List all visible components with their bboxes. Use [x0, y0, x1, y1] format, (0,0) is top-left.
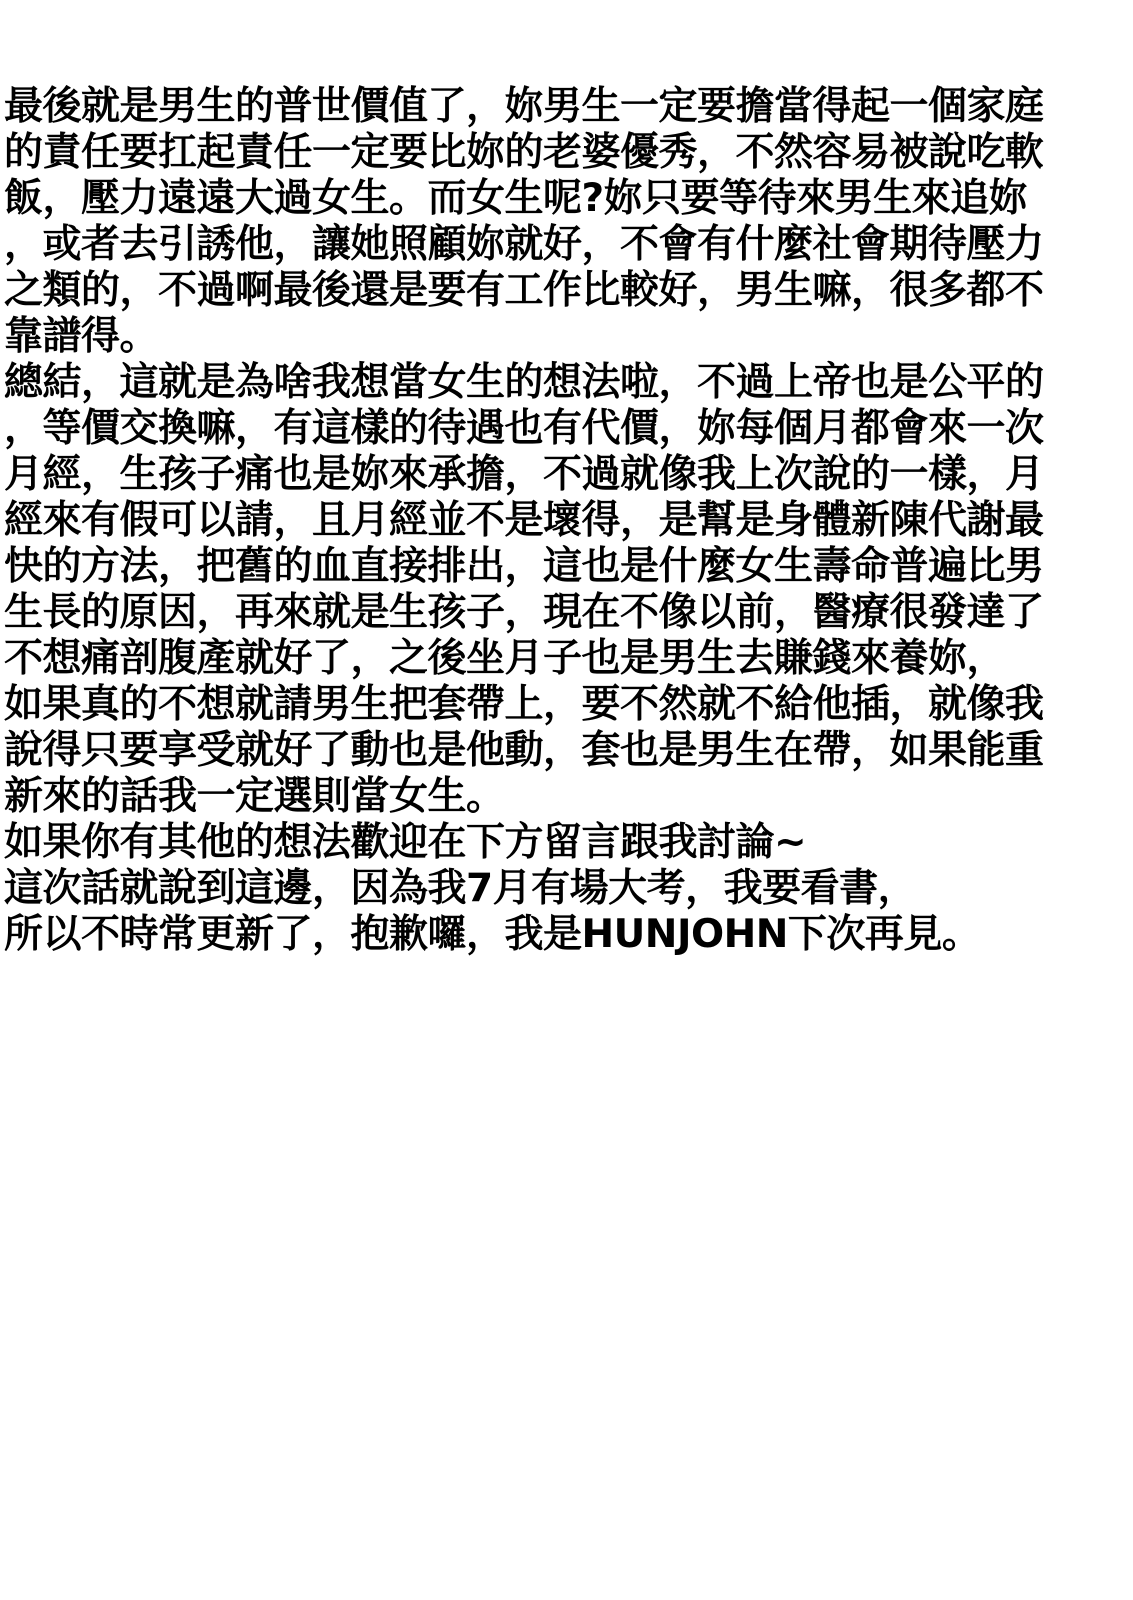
- text-line: 這次話就說到這邊，因為我7月有場大考，我要看書，: [4, 866, 917, 911]
- text-line: 如果你有其他的想法歡迎在下方留言跟我討論~: [4, 820, 807, 865]
- text-line: 所以不時常更新了，抱歉囉，我是HUNJOHN下次再見。: [4, 912, 981, 957]
- text-line: 說得只要享受就好了動也是他動，套也是男生在帶，如果能重: [4, 728, 1044, 773]
- text-line: 如果真的不想就請男生把套帶上，要不然就不給他插，就像我: [4, 682, 1044, 727]
- text-line: 生長的原因，再來就是生孩子，現在不像以前，醫療很發達了: [4, 590, 1044, 635]
- text-line: 月經，生孩子痛也是妳來承擔，不過就像我上次說的一樣，月: [4, 452, 1044, 497]
- text-line: 總結，這就是為啥我想當女生的想法啦，不過上帝也是公平的: [4, 360, 1044, 405]
- text-line: 最後就是男生的普世價值了，妳男生一定要擔當得起一個家庭: [4, 84, 1044, 129]
- text-line: 飯，壓力遠遠大過女生。而女生呢?妳只要等待來男生來追妳: [4, 176, 1028, 221]
- text-line: 不想痛剖腹產就好了，之後坐月子也是男生去賺錢來養妳，: [4, 636, 1006, 681]
- text-line: 經來有假可以請，且月經並不是壞得，是幫是身體新陳代謝最: [4, 498, 1044, 543]
- text-line: 的責任要扛起責任一定要比妳的老婆優秀，不然容易被說吃軟: [4, 130, 1044, 175]
- text-line: ，或者去引誘他，讓她照顧妳就好，不會有什麼社會期待壓力: [4, 222, 1044, 267]
- text-line: 快的方法，把舊的血直接排出，這也是什麼女生壽命普遍比男: [4, 544, 1044, 589]
- text-line: 新來的話我一定選則當女生。: [4, 774, 505, 819]
- text-line: ，等價交換嘛，有這樣的待遇也有代價，妳每個月都會來一次: [4, 406, 1044, 451]
- text-line: 之類的，不過啊最後還是要有工作比較好，男生嘛，很多都不: [4, 268, 1044, 313]
- body-text: [4, 84, 1129, 958]
- text-line: 靠譜得。: [4, 314, 159, 359]
